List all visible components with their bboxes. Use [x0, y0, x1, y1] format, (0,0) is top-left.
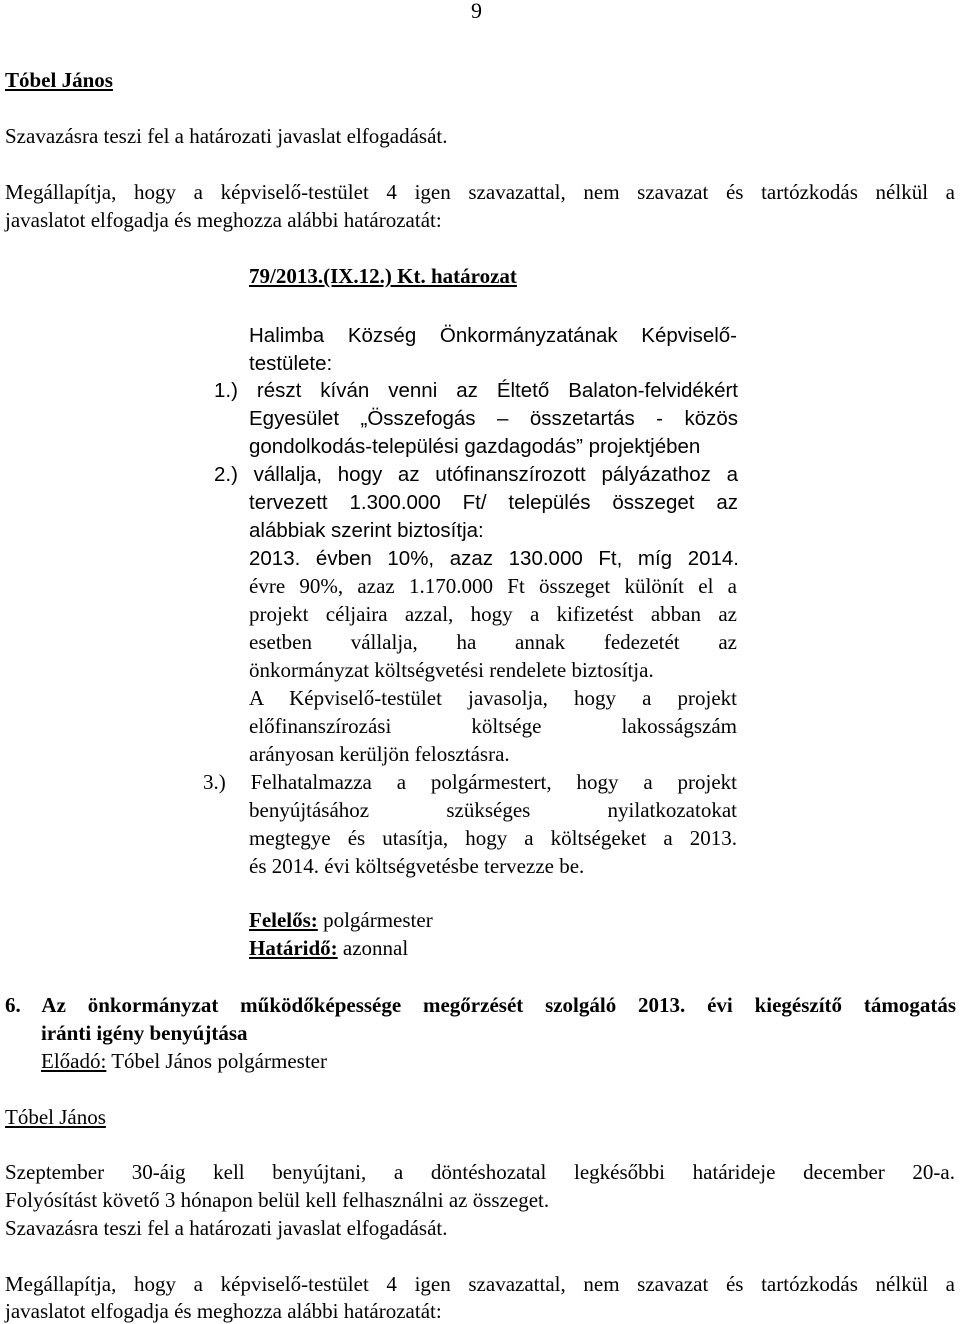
speaker-name: Tóbel János	[5, 1105, 106, 1129]
body-text-line: Folyósítást követő 3 hónapon belül kell felhasználni az összeget.	[5, 1188, 550, 1212]
resolution-line: A Képviselő-testület javasolja, hogy a projekt	[249, 686, 737, 710]
body-text-line: Szeptember 30-áig kell benyújtani, a döntéshozatal legkésőbbi határideje december 20-a.	[5, 1160, 955, 1184]
resolution-line: alábbiak szerint biztosítja:	[249, 519, 484, 542]
resolution-line: Egyesület „Összefogás – összetartás - közös	[249, 407, 738, 430]
resolution-line: és 2014. évi költségvetésbe tervezze be.	[249, 854, 585, 878]
page-number: 9	[471, 0, 482, 23]
presenter-value: Tóbel János polgármester	[106, 1049, 327, 1073]
resolution-line: tervezett 1.300.000 Ft/ település összeget az	[249, 491, 738, 514]
resolution-point-3: 3.) Felhatalmazza a polgármestert, hogy a projekt	[203, 770, 737, 794]
resolution-point-2: 2.) vállalja, hogy az utófinanszírozott pályázathoz a	[214, 463, 738, 486]
agenda-item-title: iránti igény benyújtása	[41, 1021, 248, 1045]
decision-text-line: javaslatot elfogadja és meghozza alábbi határozatát:	[5, 1299, 442, 1323]
resolution-line: Halimba Község Önkormányzatának Képviselő-	[249, 324, 737, 347]
resolution-line: gondolkodás-települési gazdagodás” projektjében	[249, 435, 701, 458]
agenda-item-title: 6. Az önkormányzat működőképessége megőrzését szolgáló 2013. évi kiegészítő támogatás	[5, 993, 956, 1017]
resolution-line: önkormányzat költségvetési rendelete biztosítja.	[249, 658, 654, 682]
responsible-value: polgármester	[317, 908, 433, 932]
resolution-point-1: 1.) részt kíván venni az Éltető Balaton-felvidékért	[214, 379, 738, 402]
resolution-line: megtegye és utasítja, hogy a költségeket a 2013.	[249, 826, 737, 850]
vote-call-text: Szavazásra teszi fel a határozati javaslat elfogadását.	[5, 124, 448, 148]
resolution-number: 79/2013.(IX.12.) Kt. határozat	[249, 264, 517, 288]
speaker-name: Tóbel János	[5, 68, 113, 92]
resolution-line: benyújtásához szükséges nyilatkozatokat	[249, 798, 737, 822]
deadline-line	[249, 938, 408, 959]
deadline-label: Határidő:	[249, 936, 338, 960]
responsible-label: Felelős:	[249, 908, 318, 932]
responsible-line	[249, 910, 433, 931]
resolution-line: projekt céljaira azzal, hogy a kifizetést abban az	[249, 602, 737, 626]
resolution-line: testülete:	[249, 352, 333, 375]
decision-text-line: Megállapítja, hogy a képviselő-testület 4 igen szavazattal, nem szavazat és tartózkodás nélkül a	[5, 1272, 955, 1296]
resolution-line: arányosan kerüljön felosztásra.	[249, 742, 510, 766]
resolution-line: évre 90%, azaz 1.170.000 Ft összeget különít el a	[249, 574, 737, 598]
presenter-line	[41, 1051, 327, 1072]
vote-call-text: Szavazásra teszi fel a határozati javaslat elfogadását.	[5, 1216, 448, 1240]
resolution-line: esetben vállalja, ha annak fedezetét az	[249, 630, 737, 654]
resolution-line: előfinanszírozási költsége lakosságszám	[249, 714, 737, 738]
decision-text-line: Megállapítja, hogy a képviselő-testület 4 igen szavazattal, nem szavazat és tartózkodás nélkül a	[5, 180, 955, 204]
presenter-label: Előadó:	[41, 1049, 107, 1073]
decision-text-line: javaslatot elfogadja és meghozza alábbi határozatát:	[5, 208, 442, 232]
deadline-value: azonnal	[337, 936, 409, 960]
resolution-line: 2013. évben 10%, azaz 130.000 Ft, míg 2014.	[249, 547, 739, 570]
